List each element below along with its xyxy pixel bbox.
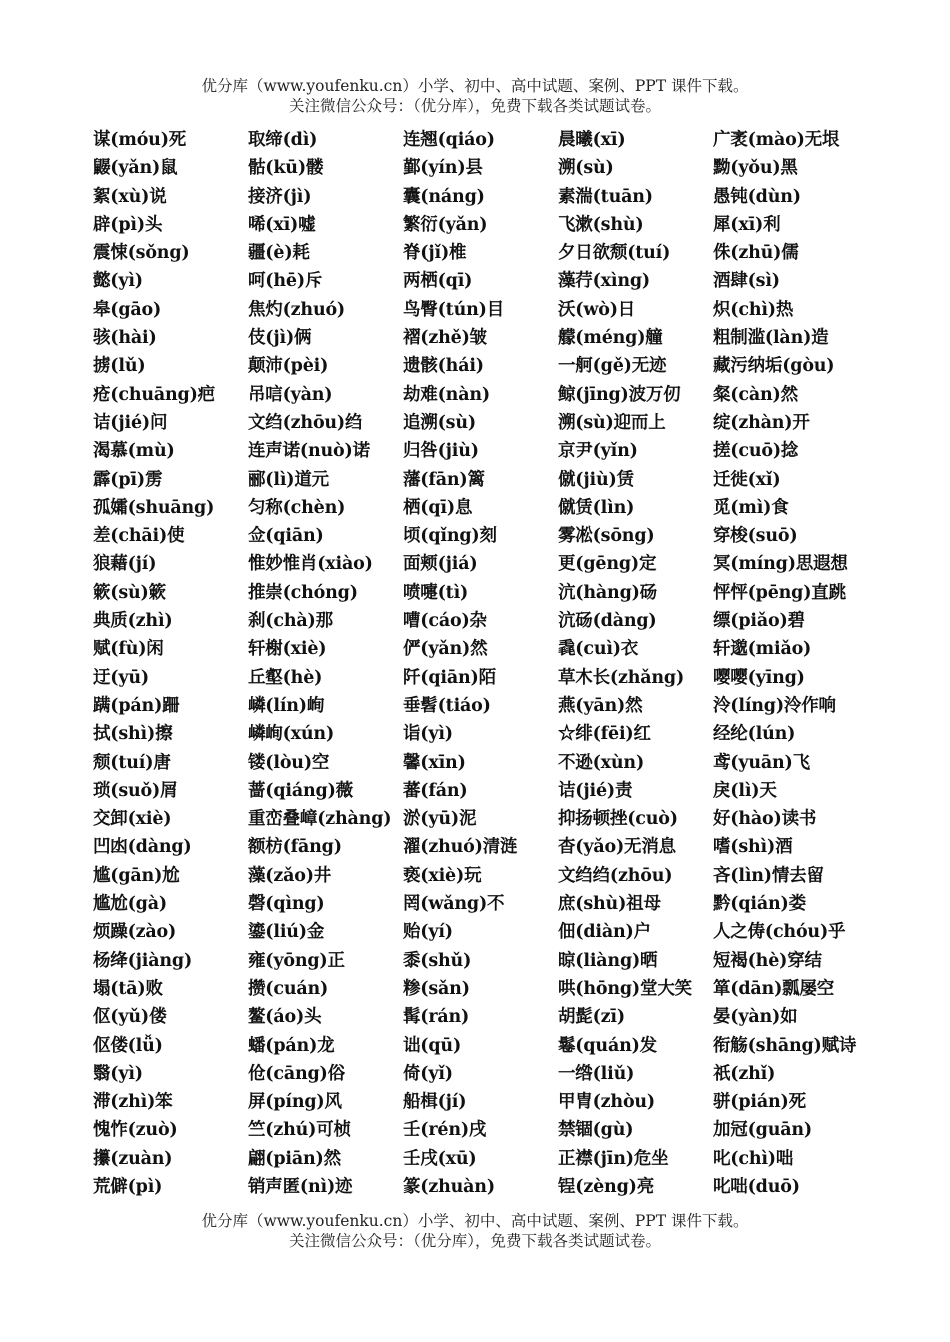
vocab-entry: 蕃(fán) xyxy=(403,780,468,801)
vocab-entry: 褶(zhě)皱 xyxy=(403,328,487,349)
vocab-entry: 谋(móu)死 xyxy=(93,130,187,150)
vocab-entry: 草木长(zhǎng) xyxy=(558,667,685,688)
vocab-entry: 沆砀(dàng) xyxy=(558,611,657,632)
vocab-row xyxy=(93,550,893,578)
vocab-entry: 顷(qǐng)刻 xyxy=(403,526,497,547)
vocab-entry: 短褐(hè)穿结 xyxy=(713,950,822,971)
vocab-entry: 一绺(liǔ) xyxy=(558,1063,635,1084)
vocab-entry: 晾(liàng)晒 xyxy=(558,950,658,971)
vocab-entry: 夕日欲颓(tuí) xyxy=(558,243,671,264)
vocab-entry: 晨曦(xī) xyxy=(558,130,626,150)
vocab-entry: 锃(zèng)亮 xyxy=(558,1176,654,1197)
vocab-row xyxy=(93,352,893,380)
vocab-entry: 孤孀(shuāng) xyxy=(93,497,215,518)
vocab-entry: 磬(qìng) xyxy=(248,894,325,915)
vocab-entry: 取缔(dì) xyxy=(248,130,318,150)
vocabulary-grid xyxy=(93,126,893,1201)
vocab-entry: 塌(tā)败 xyxy=(93,978,163,999)
vocab-entry: 竺(zhú)可桢 xyxy=(248,1120,351,1141)
vocab-entry: 销声匿(nì)迹 xyxy=(248,1176,353,1197)
vocab-entry: ☆绯(fēi)红 xyxy=(558,724,651,745)
vocab-entry: 翳(yì) xyxy=(93,1063,143,1084)
vocab-entry: 雍(yōng)正 xyxy=(248,950,345,971)
vocab-entry: 祇(zhǐ) xyxy=(713,1063,776,1084)
vocab-entry: 犀(xī)利 xyxy=(713,214,781,235)
vocab-entry: 篆(zhuàn) xyxy=(403,1176,495,1197)
vocab-entry: 狼藉(jí) xyxy=(93,554,157,575)
vocab-entry: 嗜(shì)酒 xyxy=(713,837,793,858)
vocab-entry: 伧(cāng)俗 xyxy=(248,1063,345,1084)
vocab-row xyxy=(93,805,893,833)
vocab-entry: 沆(hàng)砀 xyxy=(558,582,657,603)
vocab-row xyxy=(93,1032,893,1060)
vocab-entry: 繁衍(yǎn) xyxy=(403,214,488,235)
vocab-entry: 杳(yǎo)无消息 xyxy=(558,837,676,858)
vocab-entry: 庶(shù)祖母 xyxy=(558,894,661,915)
vocab-entry: 燕(yān)然 xyxy=(558,695,643,716)
vocab-entry: 艨(méng)艟 xyxy=(558,328,663,349)
vocab-entry: 不逊(xùn) xyxy=(558,752,645,773)
vocab-entry: 疆(è)耗 xyxy=(248,243,310,264)
vocab-entry: 溯(sù) xyxy=(558,158,614,179)
vocab-entry: 禁锢(gù) xyxy=(558,1120,634,1141)
vocab-row xyxy=(93,324,893,352)
vocab-row xyxy=(93,211,893,239)
vocab-entry: 粗制滥(làn)造 xyxy=(713,328,829,349)
vocab-row xyxy=(93,381,893,409)
vocab-row xyxy=(93,720,893,748)
vocab-entry: 呵(hē)斥 xyxy=(248,271,323,292)
vocab-entry: 船楫(jí) xyxy=(403,1092,467,1113)
vocab-entry: 绽(zhàn)开 xyxy=(713,412,810,433)
vocab-entry: 栖(qī)息 xyxy=(403,497,473,518)
vocab-entry: 两栖(qī) xyxy=(403,271,473,292)
vocab-entry: 文绉(zhōu)绉 xyxy=(248,412,363,433)
vocab-row xyxy=(93,664,893,692)
vocab-entry: 鬈(quán)发 xyxy=(558,1035,657,1056)
vocab-entry: 黍(shǔ) xyxy=(403,950,472,971)
vocab-row xyxy=(93,833,893,861)
vocab-entry: 雾凇(sōng) xyxy=(558,526,655,547)
vocab-entry: 荒僻(pì) xyxy=(93,1176,163,1197)
vocab-entry: 加冠(guān) xyxy=(713,1120,812,1141)
vocab-entry: 溯(sù)迎而上 xyxy=(558,412,666,433)
vocab-entry: 垂髫(tiáo) xyxy=(403,695,491,716)
vocab-row xyxy=(93,947,893,975)
vocab-entry: 归咎(jiù) xyxy=(403,441,479,462)
vocab-entry: 额枋(fāng) xyxy=(248,837,342,858)
vocab-entry: 飞漱(shù) xyxy=(558,214,644,235)
vocab-entry: 追溯(sù) xyxy=(403,412,476,433)
vocab-entry: 蔷(qiáng)薇 xyxy=(248,780,353,801)
vocab-entry: 霹(pī)雳 xyxy=(93,469,163,490)
vocab-row xyxy=(93,607,893,635)
vocab-entry: 胡髭(zī) xyxy=(558,1007,625,1028)
vocab-entry: 赋(fù)闲 xyxy=(93,639,164,660)
vocab-entry: 更(gēng)定 xyxy=(558,554,657,575)
vocab-row xyxy=(93,1116,893,1144)
vocab-entry: 尴尬(gà) xyxy=(93,894,167,915)
vocab-entry: 骇(hài) xyxy=(93,328,157,349)
vocab-entry: 僦赁(lìn) xyxy=(558,497,635,518)
vocab-entry: 匀称(chèn) xyxy=(248,497,346,518)
vocab-entry: 攒(cuán) xyxy=(248,978,329,999)
vocab-entry: 伎(jì)俩 xyxy=(248,328,312,349)
vocab-entry: 皋(gāo) xyxy=(93,299,162,320)
vocab-entry: 疮(chuāng)疤 xyxy=(93,384,215,405)
vocab-entry: 好(hào)读书 xyxy=(713,809,817,830)
vocab-entry: 轩榭(xiè) xyxy=(248,639,327,660)
vocab-row xyxy=(93,126,893,154)
vocab-row xyxy=(93,183,893,211)
vocab-entry: 迂(yū) xyxy=(93,667,149,688)
vocab-entry: 差(chāi)使 xyxy=(93,526,185,547)
vocab-entry: 正襟(jīn)危坐 xyxy=(558,1148,669,1169)
vocab-entry: 壬戌(xū) xyxy=(403,1148,477,1169)
vocab-entry: 戾(lì)天 xyxy=(713,780,777,801)
vocab-entry: 贻(yí) xyxy=(403,922,453,943)
vocab-entry: 叱咄(duō) xyxy=(713,1176,800,1197)
vocab-entry: 诘(jié)责 xyxy=(558,780,633,801)
vocab-row xyxy=(93,635,893,663)
vocab-entry: 叱(chì)咄 xyxy=(713,1148,794,1169)
vocab-row xyxy=(93,975,893,1003)
vocab-entry: 佥(qiān) xyxy=(248,526,324,547)
vocab-entry: 鄞(yín)县 xyxy=(403,158,483,179)
vocab-entry: 素湍(tuān) xyxy=(558,186,653,207)
vocab-entry: 沃(wò)日 xyxy=(558,299,636,320)
vocab-entry: 觅(mì)食 xyxy=(713,497,789,518)
vocab-entry: 面颊(jiá) xyxy=(403,554,478,575)
vocab-entry: 重峦叠嶂(zhàng) xyxy=(248,809,392,830)
vocab-entry: 嘤嘤(yīng) xyxy=(713,667,805,688)
vocab-entry: 哄(hōng)堂大笑 xyxy=(558,978,692,999)
vocab-entry: 毳(cuì)衣 xyxy=(558,639,639,660)
vocab-row xyxy=(93,466,893,494)
vocab-entry: 懿(yì) xyxy=(93,271,143,292)
vocab-entry: 连声诺(nuò)诺 xyxy=(248,441,370,462)
footer-line-1: 优分库（www.youfenku.cn）小学、初中、高中试题、案例、PPT 课件下载。 xyxy=(201,1212,749,1230)
vocab-entry: 倚(yǐ) xyxy=(403,1063,453,1084)
vocab-entry: 掳(lǔ) xyxy=(93,356,146,377)
vocab-entry: 鲸(jīng)波万仞 xyxy=(558,384,681,405)
vocab-entry: 僦(jiù)赁 xyxy=(558,469,634,490)
vocab-entry: 迁徙(xǐ) xyxy=(713,469,781,490)
vocab-entry: 伛(yǔ)偻 xyxy=(93,1007,167,1028)
vocab-entry: 穿梭(suō) xyxy=(713,526,798,547)
vocab-entry: 阡(qiān)陌 xyxy=(403,667,496,688)
vocab-entry: 炽(chì)热 xyxy=(713,299,794,320)
vocab-entry: 镂(lòu)空 xyxy=(248,752,330,773)
vocab-entry: 黝(yǒu)黑 xyxy=(713,158,798,179)
vocab-entry: 衔觞(shāng)赋诗 xyxy=(713,1035,857,1056)
vocab-entry: 蹒(pán)跚 xyxy=(93,695,180,716)
vocab-entry: 杨绛(jiàng) xyxy=(93,950,193,971)
vocab-row xyxy=(93,918,893,946)
vocab-entry: 嶙(lín)峋 xyxy=(248,695,325,716)
vocab-entry: 酒肆(sì) xyxy=(713,271,780,292)
vocab-row xyxy=(93,1003,893,1031)
vocab-entry: 喷嚏(tì) xyxy=(403,582,469,603)
vocab-entry: 诎(qū) xyxy=(403,1035,462,1056)
vocab-row xyxy=(93,890,893,918)
vocab-entry: 文绉绉(zhōu) xyxy=(558,865,673,886)
vocab-entry: 颠沛(pèi) xyxy=(248,356,329,377)
vocab-entry: 馨(xīn) xyxy=(403,752,466,773)
vocab-entry: 颓(tuí)唐 xyxy=(93,752,171,773)
vocab-entry: 佃(diàn)户 xyxy=(558,922,651,943)
vocab-row xyxy=(93,437,893,465)
vocab-row xyxy=(93,749,893,777)
vocab-entry: 诣(yì) xyxy=(403,724,453,745)
vocab-entry: 壬(rén)戌 xyxy=(403,1120,487,1141)
vocab-entry: 藩(fān)篱 xyxy=(403,469,485,490)
footer-line-2: 关注微信公众号：（优分库），免费下载各类试题试卷。 xyxy=(288,1232,661,1250)
vocab-entry: 藻(zǎo)井 xyxy=(248,865,332,886)
vocab-entry: 糁(sǎn) xyxy=(403,978,470,999)
vocab-entry: 遗骸(hái) xyxy=(403,356,484,377)
vocab-entry: 愧怍(zuò) xyxy=(93,1120,178,1141)
vocab-entry: 冥(míng)思遐想 xyxy=(713,554,848,575)
vocab-entry: 翩(piān)然 xyxy=(248,1148,341,1169)
page-header xyxy=(0,76,950,116)
vocab-row xyxy=(93,522,893,550)
vocab-entry: 嘈(cáo)杂 xyxy=(403,611,487,632)
header-line-2: 关注微信公众号：（优分库），免费下载各类试题试卷。 xyxy=(288,97,661,115)
vocab-entry: 丘壑(hè) xyxy=(248,667,323,688)
vocab-entry: 琐(suǒ)屑 xyxy=(93,780,178,801)
vocab-entry: 濯(zhuó)清涟 xyxy=(403,837,518,858)
page-footer xyxy=(0,1211,950,1251)
vocab-entry: 吊唁(yàn) xyxy=(248,384,333,405)
vocab-entry: 抑扬顿挫(cuò) xyxy=(558,809,678,830)
vocab-entry: 尴(gān)尬 xyxy=(93,865,180,886)
vocab-row xyxy=(93,239,893,267)
vocab-entry: 髯(rán) xyxy=(403,1007,470,1028)
vocab-entry: 脊(jǐ)椎 xyxy=(403,243,467,264)
vocab-entry: 蟠(pán)龙 xyxy=(248,1035,335,1056)
vocab-row xyxy=(93,1145,893,1173)
vocab-entry: 甲胄(zhòu) xyxy=(558,1092,656,1113)
vocab-row xyxy=(93,267,893,295)
vocab-entry: 絮(xù)说 xyxy=(93,186,167,207)
vocab-entry: 囊(náng) xyxy=(403,186,485,207)
vocab-entry: 一舸(gě)无迹 xyxy=(558,356,667,377)
vocab-entry: 俨(yǎn)然 xyxy=(403,639,488,660)
vocab-entry: 滞(zhì)笨 xyxy=(93,1092,173,1113)
vocab-row xyxy=(93,579,893,607)
vocab-entry: 罔(wǎng)不 xyxy=(403,894,505,915)
vocab-entry: 侏(zhū)儒 xyxy=(713,243,799,264)
vocab-row xyxy=(93,692,893,720)
vocab-entry: 鼹(yǎn)鼠 xyxy=(93,158,178,179)
vocab-entry: 骈(pián)死 xyxy=(713,1092,806,1113)
vocab-entry: 轩邈(miǎo) xyxy=(713,639,812,660)
vocab-entry: 广袤(mào)无垠 xyxy=(713,130,840,150)
vocab-entry: 连翘(qiáo) xyxy=(403,130,495,150)
vocab-entry: 鎏(liú)金 xyxy=(248,922,325,943)
vocab-row xyxy=(93,1060,893,1088)
vocab-row xyxy=(93,1173,893,1201)
vocab-entry: 郦(lì)道元 xyxy=(248,469,329,490)
vocab-entry: 人之俦(chóu)乎 xyxy=(713,922,846,943)
vocab-entry: 劫难(nàn) xyxy=(403,384,490,405)
vocab-entry: 刹(chà)那 xyxy=(248,611,333,632)
vocab-entry: 簌(sù)簌 xyxy=(93,582,166,603)
vocab-entry: 黔(qián)娄 xyxy=(713,894,806,915)
vocab-entry: 攥(zuàn) xyxy=(93,1148,173,1169)
vocab-entry: 拭(shì)擦 xyxy=(93,724,173,745)
vocab-entry: 震悚(sǒng) xyxy=(93,243,190,264)
vocab-entry: 泠(líng)泠作响 xyxy=(713,695,836,716)
vocab-entry: 屏(píng)风 xyxy=(248,1092,342,1113)
vocab-entry: 惟妙惟肖(xiào) xyxy=(248,554,373,575)
vocab-entry: 怦怦(pēng)直跳 xyxy=(713,582,846,603)
vocab-row xyxy=(93,154,893,182)
vocab-entry: 淤(yū)泥 xyxy=(403,809,477,830)
vocab-entry: 鸢(yuān)飞 xyxy=(713,752,810,773)
vocab-row xyxy=(93,862,893,890)
vocab-entry: 接济(jì) xyxy=(248,186,312,207)
vocab-entry: 渴慕(mù) xyxy=(93,441,175,462)
vocab-entry: 经纶(lún) xyxy=(713,724,796,745)
vocab-entry: 亵(xiè)玩 xyxy=(403,865,482,886)
vocab-entry: 辟(pì)头 xyxy=(93,214,163,235)
vocab-entry: 愚钝(dùn) xyxy=(713,186,801,207)
vocab-entry: 典质(zhì) xyxy=(93,611,173,632)
vocab-entry: 藻荇(xìng) xyxy=(558,271,651,292)
vocab-row xyxy=(93,409,893,437)
vocab-entry: 焦灼(zhuó) xyxy=(248,299,346,320)
vocab-entry: 晏(yàn)如 xyxy=(713,1007,798,1028)
vocab-entry: 凹凼(dàng) xyxy=(93,837,192,858)
vocab-entry: 交卸(xiè) xyxy=(93,809,172,830)
vocab-entry: 吝(lìn)情去留 xyxy=(713,865,824,886)
vocab-entry: 缥(piǎo)碧 xyxy=(713,611,805,632)
vocab-entry: 京尹(yǐn) xyxy=(558,441,638,462)
vocab-entry: 烦躁(zào) xyxy=(93,922,177,943)
vocab-entry: 鸟臀(tún)目 xyxy=(403,299,504,320)
vocab-entry: 搓(cuō)捻 xyxy=(713,441,799,462)
vocab-entry: 藏污纳垢(gòu) xyxy=(713,356,835,377)
vocab-entry: 伛偻(lǚ) xyxy=(93,1035,163,1056)
vocab-row xyxy=(93,494,893,522)
vocab-entry: 粲(càn)然 xyxy=(713,384,798,405)
vocab-entry: 推崇(chóng) xyxy=(248,582,358,603)
vocab-entry: 诘(jié)问 xyxy=(93,412,168,433)
vocab-entry: 箪(dān)瓢屡空 xyxy=(713,978,835,999)
vocab-row xyxy=(93,296,893,324)
vocab-entry: 骷(kū)髅 xyxy=(248,158,324,179)
vocab-entry: 鳌(áo)头 xyxy=(248,1007,322,1028)
header-line-1: 优分库（www.youfenku.cn）小学、初中、高中试题、案例、PPT 课件下载。 xyxy=(201,77,749,95)
vocab-row xyxy=(93,777,893,805)
vocab-entry: 嶙峋(xún) xyxy=(248,724,335,745)
vocab-row xyxy=(93,1088,893,1116)
vocab-entry: 唏(xī)嘘 xyxy=(248,214,316,235)
